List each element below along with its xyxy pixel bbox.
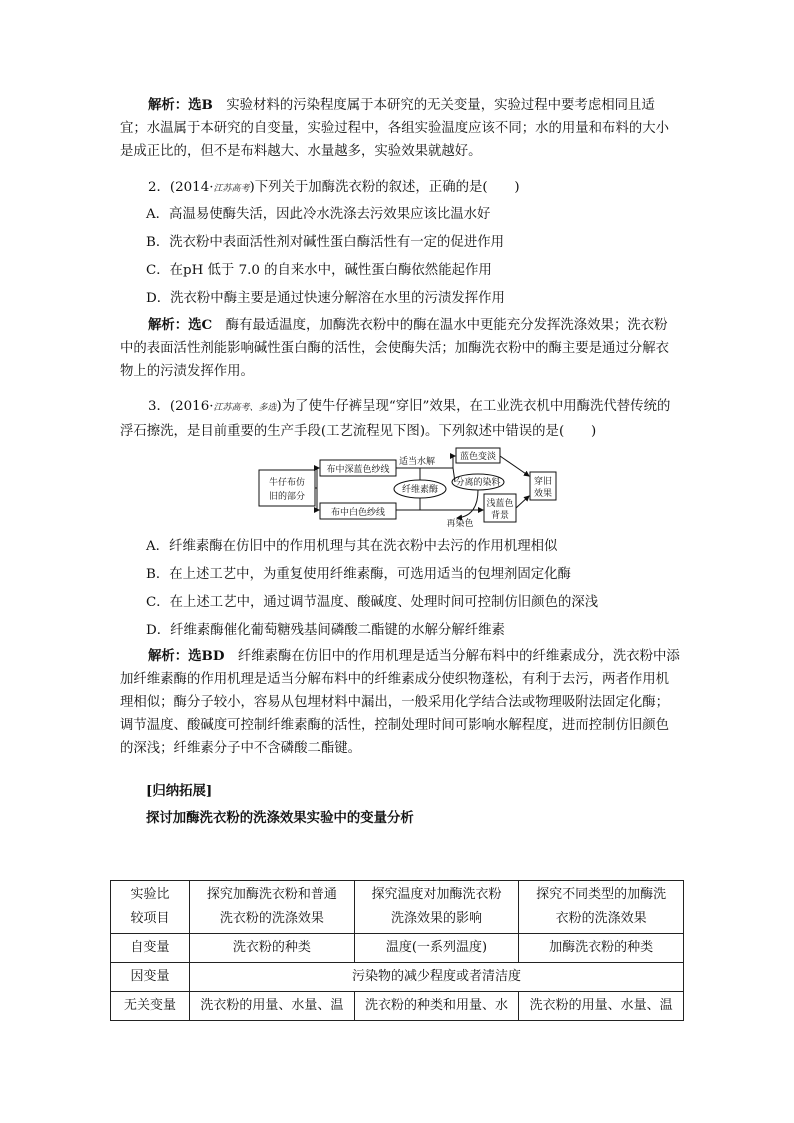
table-header-col-3: 探究不同类型的加酶洗 衣粉的洗涤效果 [519,881,684,934]
analysis-1-label: 解析：选B [148,97,213,113]
question-2-option-a: A．高温易使酶失活，因此冷水洗涤去污效果应该比温水好 [146,207,491,222]
summary-subheading: 探讨加酶洗衣粉的洗涤效果实验中的变量分析 [146,810,414,826]
enzyme-label: 纤维素酶 [401,485,439,495]
light-bg-line-1: 浅蓝色 [486,499,514,509]
question-3-analysis-label: 解析：选BD [148,648,225,664]
table-cell-label: 自变量 [111,934,190,963]
question-3-option-a: A．纤维素酶在仿旧中的作用机理与其在洗衣粉中去污的作用机理相似 [146,539,558,554]
question-3-number: 3．(2016· [148,399,214,414]
question-3-source: 江苏高考、多选 [213,403,277,413]
summary-heading: [归纳拓展] [146,783,213,799]
question-2-option-c: C．在pH 低于 7.0 的自来水中，碱性蛋白酶依然能起作用 [146,263,492,278]
result-line-2: 效果 [533,489,553,499]
question-2-source: 江苏高考 [213,184,250,194]
table-cell: 洗衣粉的用量、水量、温 [519,992,684,1021]
question-3-stem [120,395,680,443]
restain-label: 再染色 [446,519,474,529]
light-bg-line-2: 背景 [490,511,510,521]
question-3-text: )为了使牛仔裤呈现“穿旧”效果，在工业洗衣机中用酶洗代替传统的浮石擦洗，是目前重要的生产手段(工艺流程见下图)。下列叙述中错误的是( ) [120,399,671,439]
question-2-analysis-text: 酶有最适温度，加酶洗衣粉中的酶在温水中更能充分发挥洗涤效果；洗衣粉中的表面活性剂能影响碱性蛋白酶的活性，会使酶失活；加酶洗衣粉中的酶主要是通过分解衣物上的污渍发挥作用。 [120,318,670,379]
table-cell: 污染物的减少程度或者清洁度 [190,963,684,992]
question-2-option-d: D．洗衣粉中酶主要是通过快速分解溶在水里的污渍发挥作用 [146,291,505,306]
question-2-number: 2．(2014· [148,180,214,195]
question-3-option-b: B．在上述工艺中，为重复使用纤维素酶，可选用适当的包埋剂固定化酶 [146,567,571,582]
table-row-irrelevant [111,992,684,1021]
variable-table [110,880,684,1021]
question-2-option-b: B．洗衣粉中表面活性剂对碱性蛋白酶活性有一定的促进作用 [146,235,504,250]
table-cell: 洗衣粉的用量、水量、温 [190,992,355,1021]
table-cell: 温度(一系列温度) [354,934,519,963]
question-3-option-c: C．在上述工艺中，通过调节温度、酸碱度、处理时间可控制仿旧颜色的深浅 [146,595,599,610]
question-2-analysis [120,314,680,383]
source-box-line-2: 旧的部分 [268,492,306,502]
table-cell-label: 无关变量 [111,992,190,1021]
question-3-analysis [120,645,680,760]
table-row-dependent [111,963,684,992]
question-2-text: )下列关于加酶洗衣粉的叙述，正确的是( ) [249,180,520,195]
analysis-1-text: 实验材料的污染程度属于本研究的无关变量，实验过程中要考虑相同且适宜；水温属于本研究的自变量，实验过程中，各组实验温度应该不同；水的用量和布料的大小是成正比的，但不是布料越大、水量越多，实验效果就越好。 [120,98,670,159]
table-header-col-1: 探究加酶洗衣粉和普通 洗衣粉的洗涤效果 [190,881,355,934]
dye-label: 分离的染料 [455,478,501,488]
table-cell: 加酶洗衣粉的种类 [519,934,684,963]
fade-label: 蓝色变淡 [459,452,497,462]
analysis-1 [120,94,680,163]
dark-yarn-label: 布中深蓝色纱线 [326,465,390,475]
table-row-independent [111,934,684,963]
table-cell-label: 因变量 [111,963,190,992]
question-3-option-d: D．纤维素酶催化葡萄糖残基间磷酸二酯键的水解分解纤维素 [146,623,505,638]
table-header-row [111,881,684,934]
source-box-line-1: 牛仔布仿 [268,478,306,488]
hydrolysis-label: 适当水解 [398,457,436,467]
table-header-label: 实验比 较项目 [111,881,190,934]
white-yarn-label: 布中白色纱线 [330,508,386,518]
process-diagram [257,446,557,528]
question-3-analysis-text: 纤维素酶在仿旧中的作用机理是适当分解布料中的纤维素成分，洗衣粉中添加纤维素酶的作用机理是适当分解布料中的纤维素成分使织物蓬松，有利于去污，两者作用机理相似；酶分子较小，容易从包埋材料中漏出，一般采用化学结合法或物理吸附法固定化酶；调节温度、酸碱度可控制纤维素酶的活性，控制处理时间可影响水解程度，进而控制仿旧颜色的深浅；纤维素分子中不含磷酸二酯键。 [120,649,680,756]
table-cell: 洗衣粉的种类 [190,934,355,963]
result-line-1: 穿旧 [533,477,553,487]
question-2-stem [120,176,680,201]
table-header-col-2: 探究温度对加酶洗衣粉 洗涤效果的影响 [354,881,519,934]
table-cell: 洗衣粉的种类和用量、水 [354,992,519,1021]
question-2-analysis-label: 解析：选C [148,317,213,333]
